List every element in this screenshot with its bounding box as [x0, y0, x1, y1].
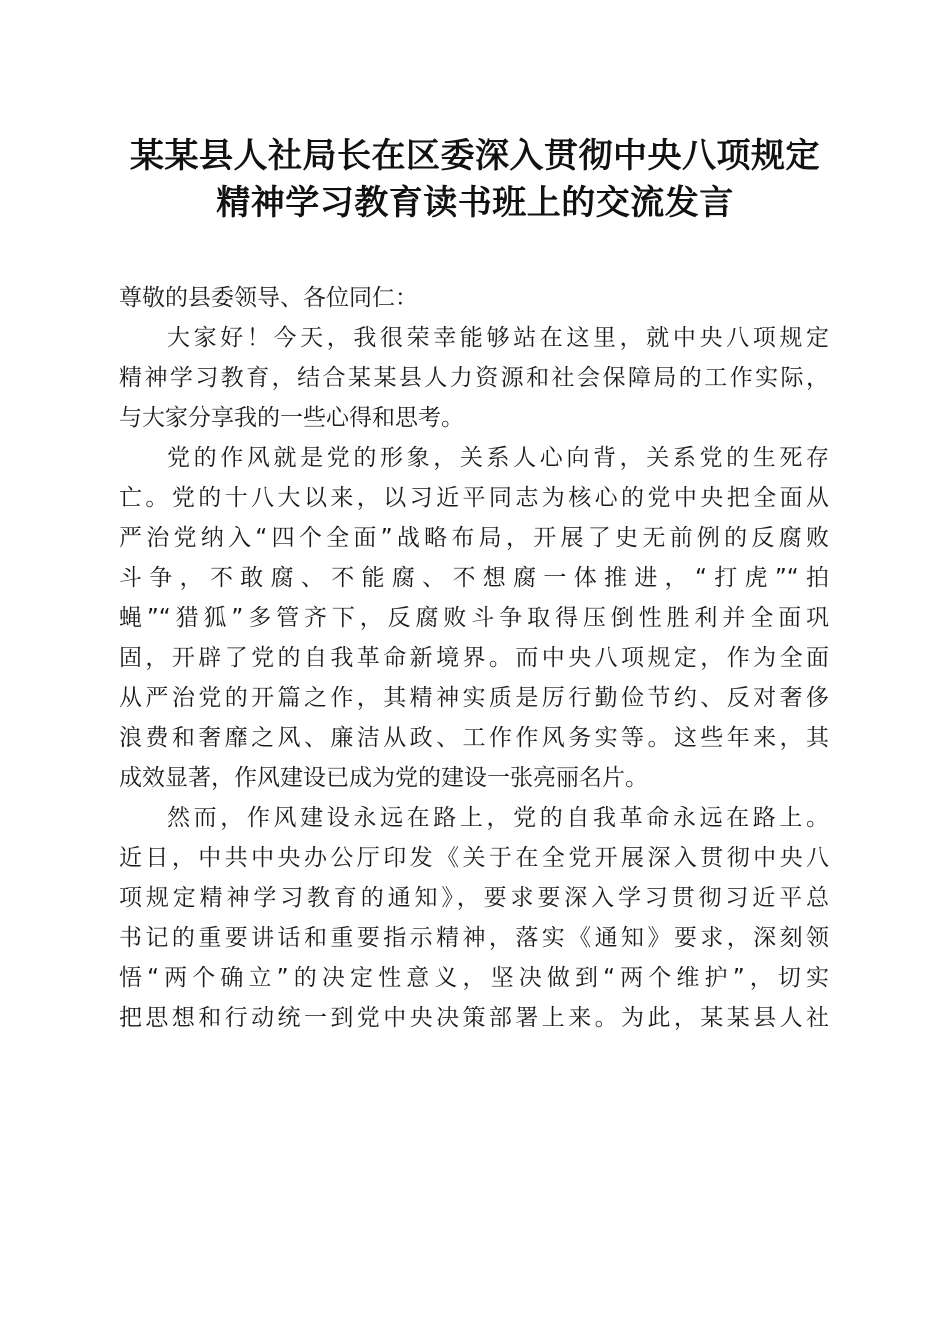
paragraph-line: 近日，中共中央办公厅印发《关于在全党开展深入贯彻中央八	[119, 845, 829, 871]
paragraph-line: 精神学习教育，结合某某县人力资源和社会保障局的工作实际，	[119, 365, 829, 391]
paragraph-line: 亡。党的十八大以来，以习近平同志为核心的党中央把全面从	[119, 485, 829, 511]
paragraph-line: 党的作风就是党的形象，关系人心向背，关系党的生死存	[167, 445, 829, 471]
paragraph-line: 项规定精神学习教育的通知》，要求要深入学习贯彻习近平总	[119, 885, 829, 911]
paragraph-line: 与大家分享我的一些心得和思考。	[119, 405, 464, 431]
salutation	[119, 278, 829, 318]
paragraph-line: 把思想和行动统一到党中央决策部署上来。为此，某某县人社	[119, 1005, 829, 1031]
paragraph-line: 固，开辟了党的自我革命新境界。而中央八项规定，作为全面	[119, 645, 829, 671]
paragraph-line: 浪费和奢靡之风、廉洁从政、工作作风务实等。这些年来，其	[119, 725, 829, 751]
document-title	[90, 133, 860, 227]
paragraph-line: 严治党纳入“四个全面”战略布局，开展了史无前例的反腐败	[119, 525, 829, 551]
paragraph-line: 从严治党的开篇之作，其精神实质是厉行勤俭节约、反对奢侈	[119, 685, 829, 711]
paragraph-line: 蝇”“猎狐”多管齐下，反腐败斗争取得压倒性胜利并全面巩	[119, 605, 829, 631]
title-line-2: 精神学习教育读书班上的交流发言	[216, 183, 734, 223]
document-body	[119, 278, 829, 1038]
paragraph-3	[119, 798, 829, 1038]
salutation-text: 尊敬的县委领导、各位同仁：	[119, 285, 418, 311]
title-line-1: 某某县人社局长在区委深入贯彻中央八项规定	[130, 136, 820, 176]
paragraph-line: 大家好！今天，我很荣幸能够站在这里，就中央八项规定	[167, 325, 829, 351]
paragraph-line: 书记的重要讲话和重要指示精神，落实《通知》要求，深刻领	[119, 925, 829, 951]
paragraph-1	[119, 318, 829, 438]
paragraph-line: 悟“两个确立”的决定性意义，坚决做到“两个维护”，切实	[119, 965, 829, 991]
paragraph-line: 成效显著，作风建设已成为党的建设一张亮丽名片。	[119, 765, 648, 791]
paragraph-line: 斗争，不敢腐、不能腐、不想腐一体推进，“打虎”“拍	[119, 565, 829, 591]
paragraph-2	[119, 438, 829, 798]
paragraph-line: 然而，作风建设永远在路上，党的自我革命永远在路上。	[167, 805, 829, 831]
